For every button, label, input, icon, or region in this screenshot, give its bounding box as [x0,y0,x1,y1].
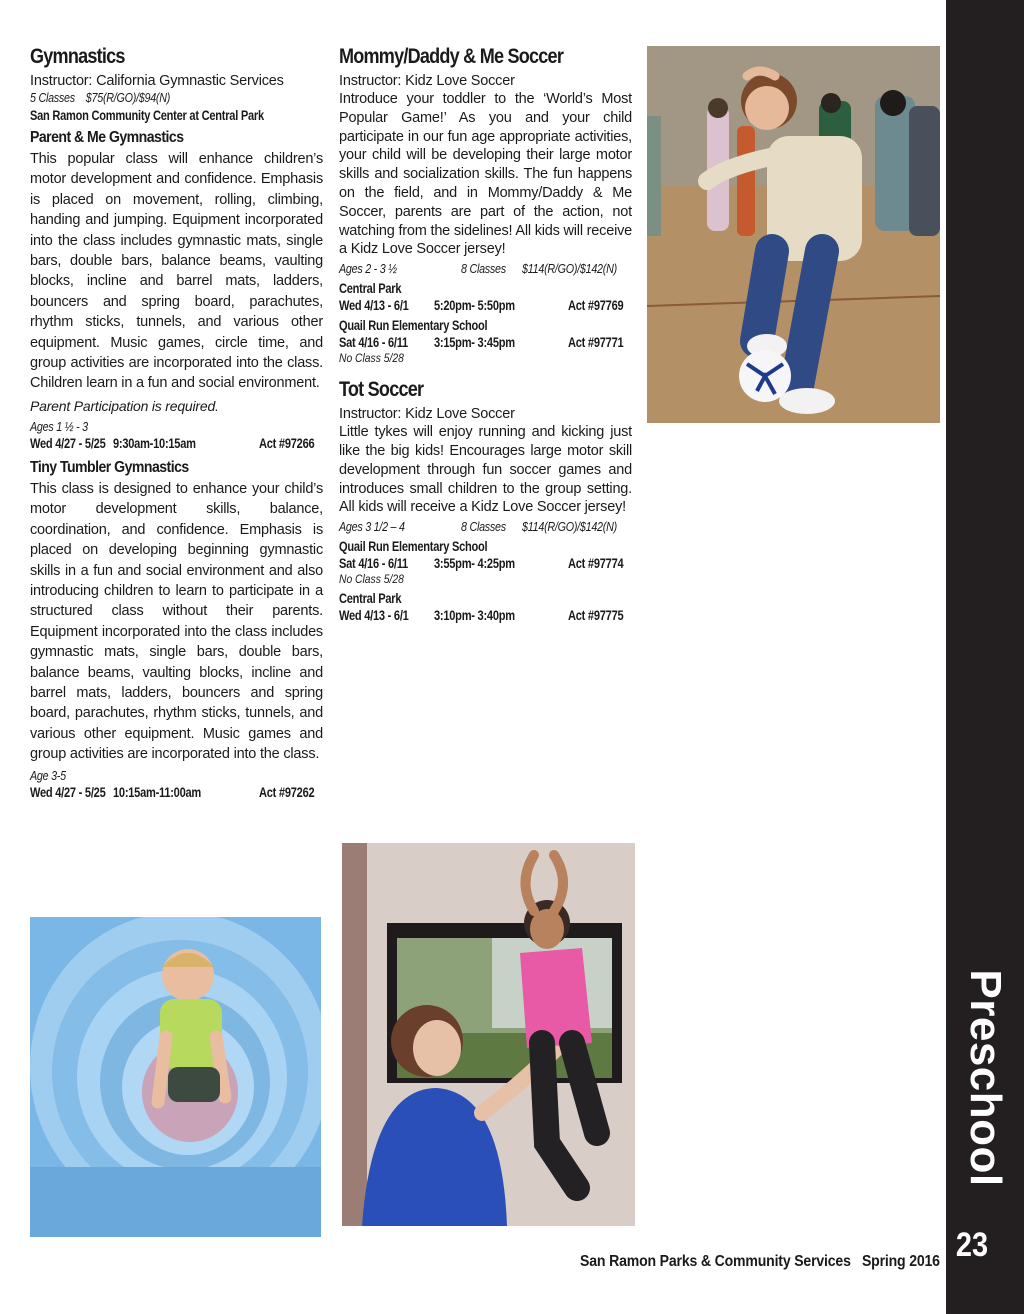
soccer-photo [647,46,940,423]
tunnel-photo-image [30,917,321,1237]
mommy-daddy-description: Introduce your toddler to the ‘World’s Most Popular Game!’ As you and your child participate in our fun age appropriate activities, your child will be developing their large motor skills and socialization skills. The fun happens on the field, and in Mommy/Daddy & Me Soccer, parents are part of the action, not watching from the sidelines! All kids will receive a Kidz Love Soccer jersey! [339,91,633,258]
schedule-act: Act #97774 [568,556,624,572]
gymnastics-title: Gymnastics [30,45,125,68]
tiny-tumbler-description: This class is designed to enhance your child’s motor development skills, balance, coordination, and confidence. Emphasis is placed on developing beginning gymnastic skills in a fun and social environment and also introducing children to learn to participate in a structured class without their parents. Equipment incorporated into the class includes gymnastic mats, single bars, double bars, balance beams, vaulting blocks, incline and barrel mats, ladders, bouncers and spring board, parachutes, rhythm sticks, tunnels, and various other equipment. Music games and group activities are incorporated into the class. [30,480,323,763]
page-footer: San Ramon Parks & Community Services Spring 2016 [580,1253,940,1270]
schedule-days: Sat 4/16 - 6/11 [339,556,408,572]
schedule-days: Wed 4/13 - 6/1 [339,298,409,314]
tot-soccer-meta [339,520,632,538]
tot-soccer-location-2: Central Park [339,591,402,607]
tot-soccer-no-class: No Class 5/28 [339,572,404,587]
mommy-daddy-instructor: Instructor: Kidz Love Soccer [339,73,515,89]
mommy-daddy-schedule-1 [339,298,632,317]
fee: $114(R/GO)/$142(N) [522,520,617,535]
schedule-days: Sat 4/16 - 6/11 [339,335,408,351]
parent-me-schedule [30,436,323,455]
tot-soccer-instructor: Instructor: Kidz Love Soccer [339,406,515,423]
soccer-section [339,42,632,627]
schedule-act: Act #97771 [568,335,624,351]
schedule-time: 3:10pm- 3:40pm [434,608,515,624]
parent-me-title: Parent & Me Gymnastics [30,129,184,146]
tot-soccer-title: Tot Soccer [339,378,424,402]
schedule-days: Wed 4/13 - 6/1 [339,608,409,624]
mommy-daddy-meta [339,262,632,280]
ages: Ages 2 - 3 ½ [339,262,397,277]
classes: 8 Classes [461,520,506,535]
schedule-time: 5:20pm- 5:50pm [434,298,515,314]
schedule-time: 3:15pm- 3:45pm [434,335,515,351]
tot-soccer-schedule-2 [339,608,632,627]
schedule-days: Wed 4/27 - 5/25 [30,435,106,451]
schedule-act: Act #97775 [568,608,624,624]
tiny-tumbler-ages: Age 3-5 [30,768,66,783]
fee: $114(R/GO)/$142(N) [522,262,617,277]
classes: 8 Classes [461,262,506,277]
mommy-daddy-location-1: Central Park [339,281,402,297]
schedule-time: 10:15am-11:00am [113,784,202,800]
gymnastics-classes-fee: 5 Classes $75(R/GO)/$94(N) [30,91,171,105]
mommy-daddy-no-class: No Class 5/28 [339,351,404,366]
balance-photo [342,843,635,1226]
schedule-time: 3:55pm- 4:25pm [434,556,515,572]
parent-me-note: Parent Participation is required. [30,397,219,414]
schedule-days: Wed 4/27 - 5/25 [30,784,106,800]
section-label: Preschool [961,969,1010,1187]
mommy-daddy-title: Mommy/Daddy & Me Soccer [339,45,564,68]
schedule-act: Act #97262 [259,784,315,800]
balance-photo-image [342,843,635,1226]
page-number: 23 [955,1226,989,1264]
tiny-tumbler-schedule [30,785,323,804]
mommy-daddy-location-2: Quail Run Elementary School [339,318,488,334]
schedule-time: 9:30am-10:15am [113,435,196,451]
tunnel-photo [30,917,321,1237]
gymnastics-instructor: Instructor: California Gymnastic Services [30,73,284,89]
parent-me-description: This popular class will enhance children’s motor development and confidence. Emphasis is placed on movement, rolling, climbing, handing and jumping. Equipment incorporated into the class includes gymnastic mats, single bars, double bars, balance beams, vaulting blocks, incline and barrel mats, ladders, bouncers and spring board, parachutes, rhythm sticks, tunnels, and various other equipment. Music games, circle time, and group activities are incorporated into the class. Children learn in a fun and social environment. [30,151,323,392]
gymnastics-section [30,42,323,804]
schedule-act: Act #97266 [259,435,315,451]
tiny-tumbler-title: Tiny Tumbler Gymnastics [30,458,189,476]
ages: Ages 3 1/2 – 4 [339,520,405,535]
soccer-photo-image [647,46,940,423]
tot-soccer-location-1: Quail Run Elementary School [339,539,488,555]
parent-me-ages: Ages 1 ½ - 3 [30,419,88,434]
tot-soccer-description: Little tykes will enjoy running and kicking just like the big kids! Encourages large motor skill development through fun soccer games and introduces small children to the group setting. All kids will receive a Kidz Love Soccer jersey! [339,424,632,516]
gymnastics-location: San Ramon Community Center at Central Park [30,108,264,123]
schedule-act: Act #97769 [568,298,624,314]
